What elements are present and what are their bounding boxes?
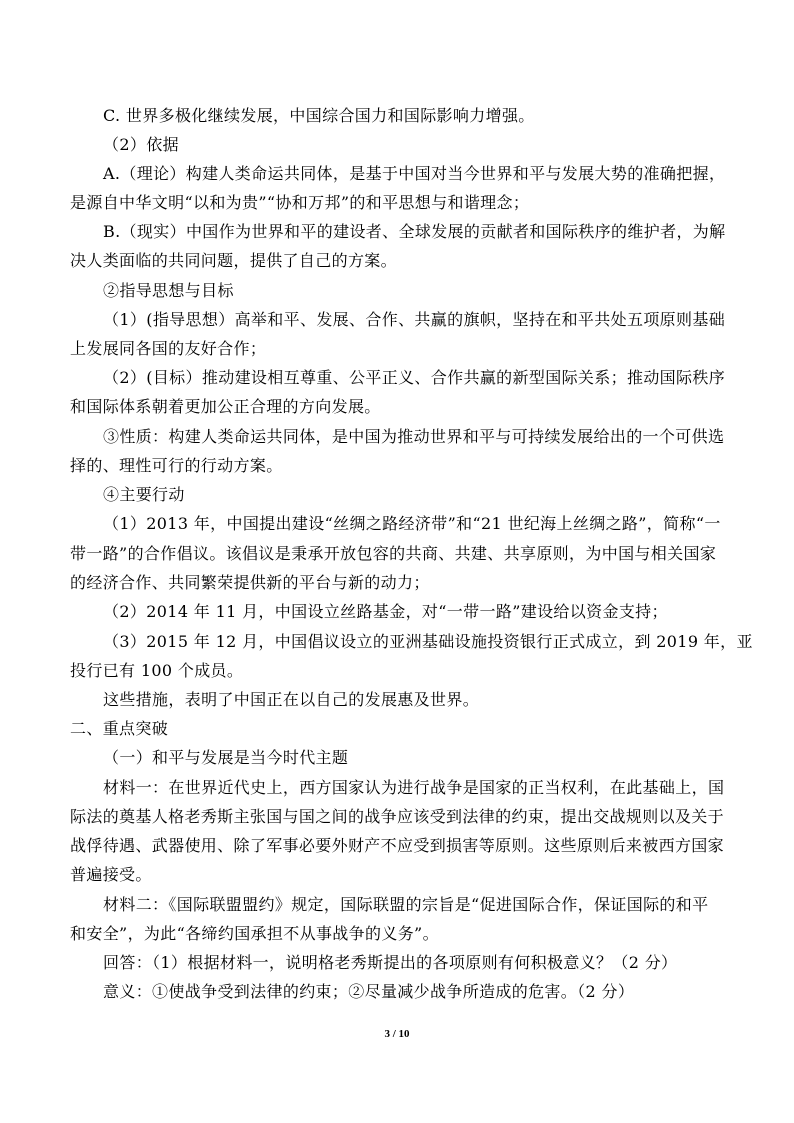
text-line: A.（理论）构建人类命运共同体，是基于中国对当今世界和平与发展大势的准确把握， [103,164,726,183]
text-line: 际法的奠基人格老秀斯主张国与国之间的战争应该受到法律的约束，提出交战规则以及关于 [70,807,725,826]
text-line: （2）依据 [103,135,179,154]
text-line: 和安全”，为此“各缔约国承担不从事战争的义务”。 [70,924,439,943]
text-line: （2）(目标）推动建设相互尊重、公平正义、合作共赢的新型国际关系；推动国际秩序 [103,368,726,387]
question-line: 回答：（1）根据材料一，说明格老秀斯提出的各项原则有何积极意义？（2 分） [103,953,678,972]
text-line: ③性质：构建人类命运共同体，是中国为推动世界和平与可持续发展给出的一个可供选 [103,427,725,446]
text-line: （2）2014 年 11 月，中国设立丝路基金，对“一带一路”建设给以资金支持； [103,602,668,621]
text-line: C. 世界多极化继续发展，中国综合国力和国际影响力增强。 [103,106,535,125]
text-line: 决人类面临的共同问题，提供了自己的方案。 [70,251,398,270]
text-line: 材料二：《国际联盟盟约》规定，国际联盟的宗旨是“促进国际合作，保证国际的和平 [103,895,709,914]
page-number: 3 / 10 [384,1028,410,1040]
text-line: ②指导思想与目标 [103,281,234,300]
answer-line: 意义：①使战争受到法律的约束；②尽量减少战争所造成的危害。（2 分） [103,982,635,1001]
text-line: 战俘待遇、武器使用、除了军事必要外财产不应受到损害等原则。这些原则后来被西方国家 [70,836,725,855]
text-line: 普遍接受。 [70,865,152,884]
text-line: 的经济合作、共同繁荣提供新的平台与新的动力； [70,573,430,592]
text-line: ④主要行动 [103,485,185,504]
text-line: B.（现实）中国作为世界和平的建设者、全球发展的贡献者和国际秩序的维护者，为解 [103,222,726,241]
text-line: 投行已有 100 个成员。 [70,661,244,680]
text-line: （1）2013 年，中国提出建设“丝绸之路经济带”和“21 世纪海上丝绸之路”，简称“一 [103,514,721,533]
text-line: （3）2015 年 12 月，中国倡议设立的亚洲基础设施投资银行正式成立，到 2019 年，亚 [103,632,753,651]
text-line: 材料一：在世界近代史上，西方国家认为进行战争是国家的正当权利，在此基础上，国 [103,778,725,797]
text-line: （1）(指导思想）高举和平、发展、合作、共赢的旗帜，坚持在和平共处五项原则基础 [103,310,726,329]
text-line: 带一路”的合作倡议。该倡议是秉承开放包容的共商、共建、共享原则，为中国与相关国家 [70,544,717,563]
text-line: 上发展同各国的友好合作； [70,339,267,358]
subsection-heading: （一）和平与发展是当今时代主题 [103,748,349,767]
text-line: 和国际体系朝着更加公正合理的方向发展。 [70,397,381,416]
section-heading: 二、重点突破 [70,719,169,738]
text-line: 这些措施，表明了中国正在以自己的发展惠及世界。 [103,690,480,709]
text-line: 择的、理性可行的行动方案。 [70,456,283,475]
text-line: 是源自中华文明“以和为贵”“协和万邦”的和平思想与和谐理念； [70,193,530,212]
